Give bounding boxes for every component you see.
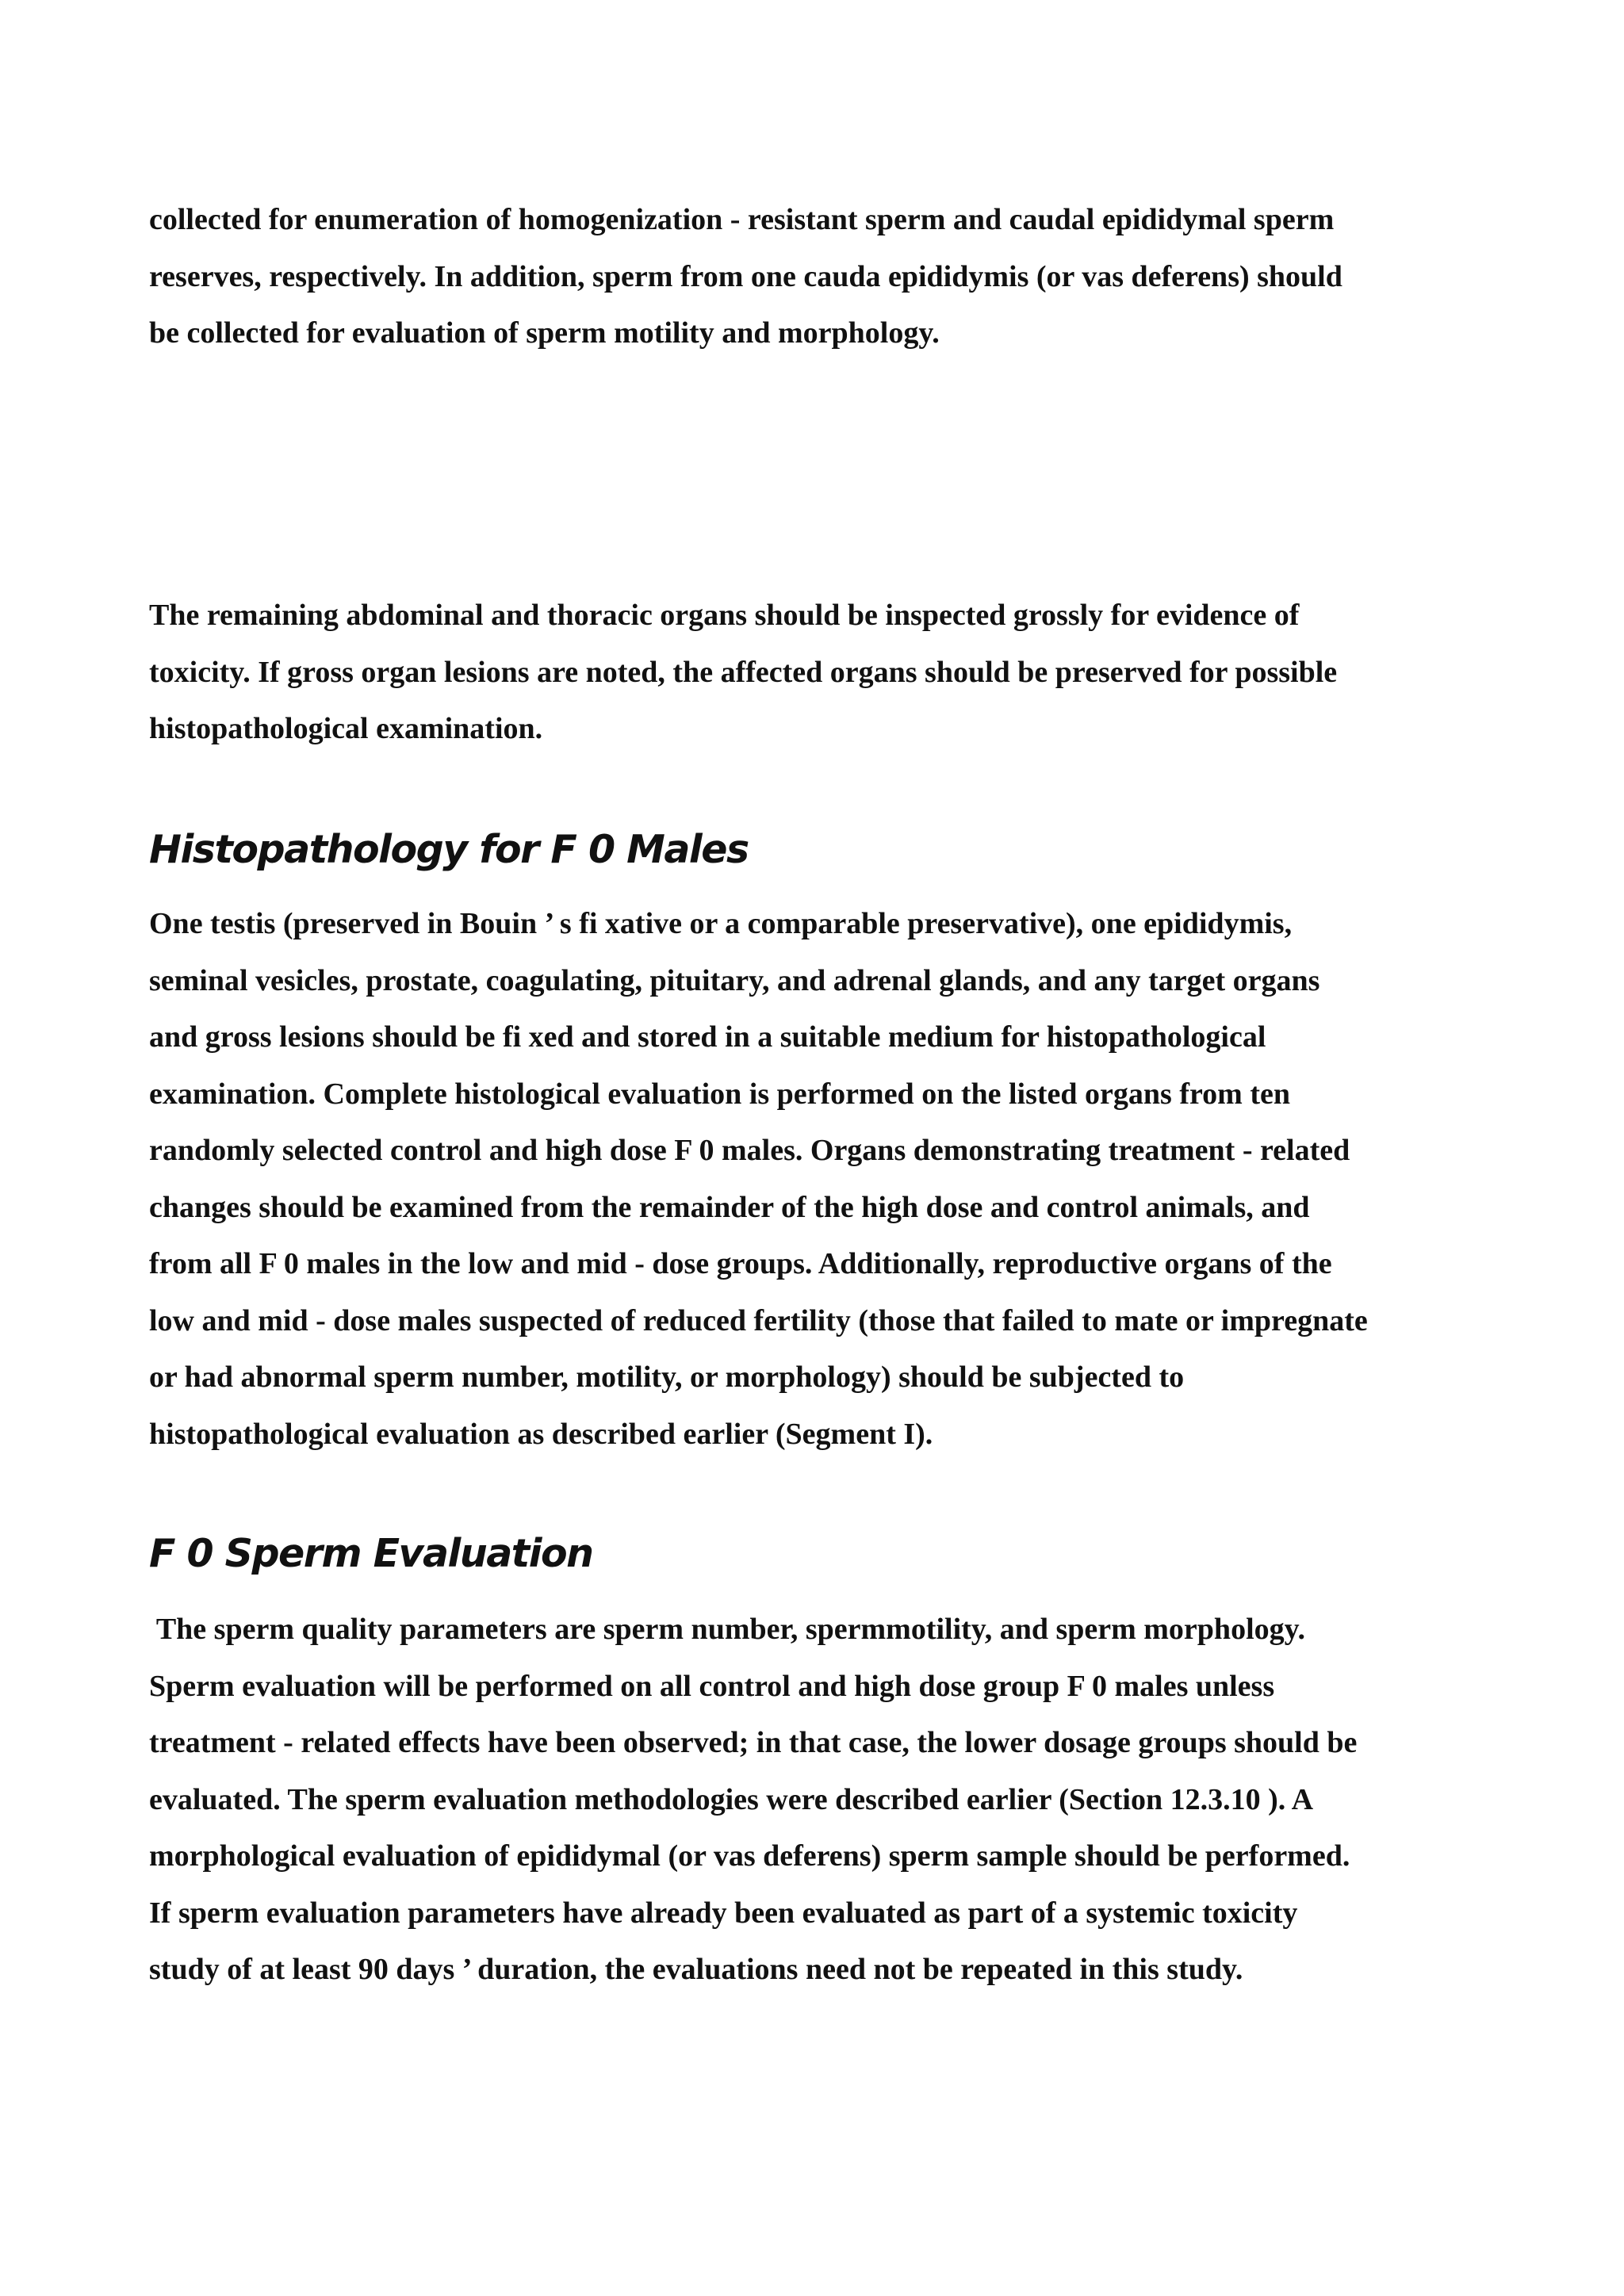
text-line: histopathological evaluation as described earlier (Segment I). [149, 1417, 933, 1451]
text-line: toxicity. If gross organ lesions are noted, the affected organs should be preserved for possible [149, 655, 1338, 689]
text-line: evaluated. The sperm evaluation methodologies were described earlier (Section 12.3.10 ). A [149, 1782, 1314, 1816]
text-line: changes should be examined from the remainder of the high dose and control animals, and [149, 1190, 1310, 1224]
paragraph-organ-inspection [149, 587, 1497, 758]
text-line: randomly selected control and high dose F 0 males. Organs demonstrating treatment - related [149, 1134, 1350, 1167]
text-line: or had abnormal sperm number, motility, or morphology) should be subjected to [149, 1360, 1185, 1394]
paragraph-sperm-collection [149, 192, 1497, 362]
text-line: reserves, respectively. In addition, sperm from one cauda epididymis (or vas deferens) should [149, 259, 1342, 293]
text-line: One testis (preserved in Bouin ’ s fi xative or a comparable preservative), one epididymis, [149, 907, 1293, 940]
section-heading-sperm-evaluation: F 0 Sperm Evaluation [149, 1531, 593, 1576]
text-line: low and mid - dose males suspected of reduced fertility (those that failed to mate or impregnate [149, 1303, 1368, 1337]
paragraph-sperm-evaluation [149, 1601, 1497, 1999]
paragraph-histopathology [149, 896, 1497, 1463]
text-line: morphological evaluation of epididymal (or vas deferens) sperm sample should be performed. [149, 1839, 1350, 1873]
text-line: from all F 0 males in the low and mid - dose groups. Additionally, reproductive organs of the [149, 1247, 1332, 1280]
text-line: and gross lesions should be fi xed and stored in a suitable medium for histopathological [149, 1020, 1266, 1054]
text-line: Sperm evaluation will be performed on all control and high dose group F 0 males unless [149, 1669, 1275, 1703]
text-line: histopathological examination. [149, 712, 543, 745]
text-line: examination. Complete histological evaluation is performed on the listed organs from ten [149, 1077, 1290, 1111]
text-line: treatment - related effects have been observed; in that case, the lower dosage groups should be [149, 1726, 1358, 1759]
text-line: collected for enumeration of homogenization - resistant sperm and caudal epididymal sperm [149, 203, 1335, 236]
text-line: seminal vesicles, prostate, coagulating, pituitary, and adrenal glands, and any target organs [149, 963, 1320, 997]
text-line: be collected for evaluation of sperm motility and morphology. [149, 316, 940, 350]
text-line: The remaining abdominal and thoracic organs should be inspected grossly for evidence of [149, 599, 1300, 632]
text-line: If sperm evaluation parameters have already been evaluated as part of a systemic toxicity [149, 1896, 1298, 1930]
section-heading-histopathology: Histopathology for F 0 Males [149, 827, 749, 872]
text-line: study of at least 90 days ’ duration, the evaluations need not be repeated in this study. [149, 1953, 1243, 1986]
text-line: The sperm quality parameters are sperm number, spermmotility, and sperm morphology. [149, 1613, 1306, 1646]
